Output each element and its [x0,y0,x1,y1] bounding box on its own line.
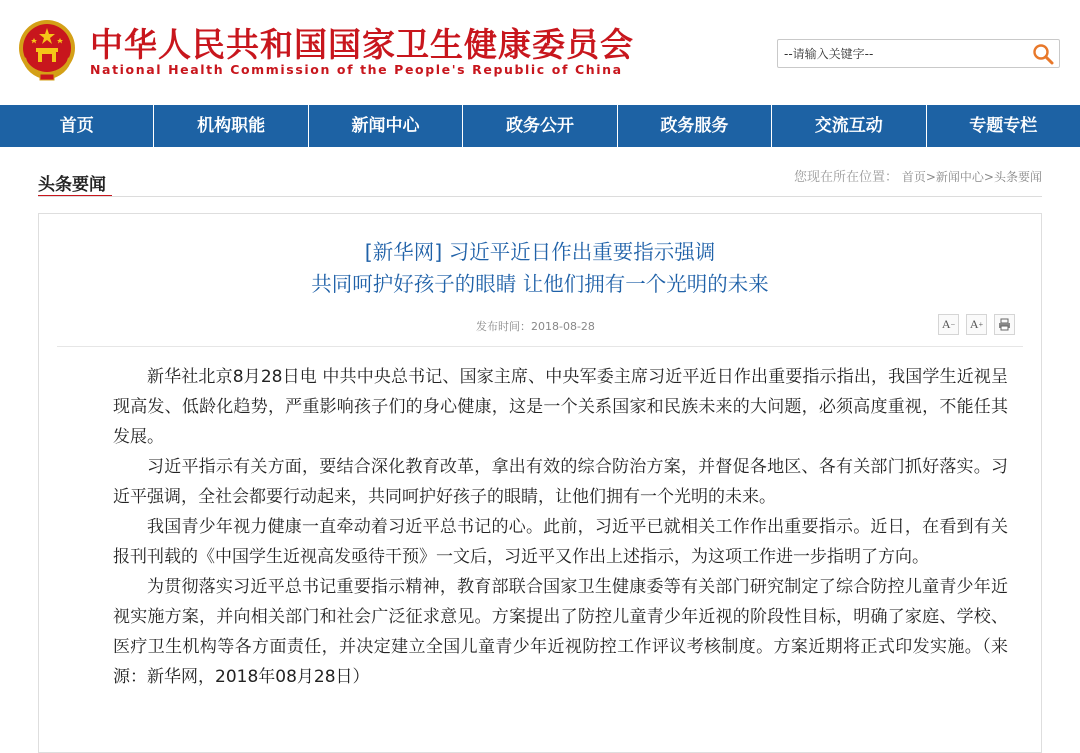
print-button[interactable] [994,314,1015,335]
breadcrumb-path[interactable]: 首页>新闻中心>头条要闻 [901,170,1042,184]
breadcrumb [794,166,1042,185]
nav-item-special-topics[interactable]: 专题专栏 [969,116,1038,136]
font-decrease-label: A [941,317,951,331]
printer-icon [998,318,1011,331]
nav-item-home[interactable]: 首页 [0,105,154,147]
article-panel [38,213,1042,753]
publish-date-label: 发布时间： [476,320,531,333]
article-paragraph: 新华社北京8月28日电 中共中央总书记、国家主席、中央军委主席习近平近日作出重要指示指出，我国学生近视呈现高发、低龄化趋势，严重影响孩子们的身心健康，这是一个关系国家和民族未来的大问题，必须高度重视，不能任其发展。 [113,367,1008,447]
nav-item-gov-services[interactable]: 政务服务 [618,105,772,147]
nav-item-gov-affairs[interactable]: 政务公开 [463,105,617,147]
headline-line-1: [新华网] 习近平近日作出重要指示强调 [364,240,716,264]
section-bar [38,160,1042,194]
section-divider [38,196,1042,197]
article-paragraph: 习近平指示有关方面，要结合深化教育改革，拿出有效的综合防治方案，并督促各地区、各有关部门抓好落实。习近平强调，全社会都要行动起来，共同呵护好孩子的眼睛，让他们拥有一个光明的未来。 [113,457,1008,507]
font-decrease-button[interactable]: A − [938,314,959,335]
article-headline [39,236,1041,300]
search-button[interactable] [1031,42,1055,66]
search-input[interactable] [784,44,1024,63]
breadcrumb-label: 您现在所在位置： [794,170,899,185]
site-header [0,0,1080,105]
publish-date-value: 2018-08-28 [531,320,595,333]
search-box [777,39,1060,68]
nav-item-news[interactable]: 新闻中心 [309,105,463,147]
headline-line-2: 共同呵护好孩子的眼睛 让他们拥有一个光明的未来 [311,272,769,296]
section-title: 头条要闻 [38,175,106,195]
nav-item-organization[interactable]: 机构职能 [154,105,308,147]
site-title-en: National Health Commission of the People's Republic of China [90,62,623,77]
font-increase-label: A [969,317,979,331]
article-body [113,362,1008,692]
site-title-cn: 中华人民共和国国家卫生健康委员会 [90,25,634,64]
font-increase-button[interactable]: A + [966,314,987,335]
national-emblem-icon[interactable] [16,18,78,82]
article-paragraph: 为贯彻落实习近平总书记重要指示精神，教育部联合国家卫生健康委等有关部门研究制定了综合防控儿童青少年近视实施方案，并向相关部门和社会广泛征求意见。方案提出了防控儿童青少年近视的阶段性目标，明确了家庭、学校、医疗卫生机构等各方面责任，并决定建立全国儿童青少年近视防控工作评议考核制度。方案近期将正式印发实施。（来源：新华网，2018年08月28日） [113,577,1008,687]
main-nav [0,105,1080,147]
article-tools [938,314,1015,335]
publish-date [476,318,595,334]
article-paragraph: 我国青少年视力健康一直牵动着习近平总书记的心。此前，习近平已就相关工作作出重要指示。近日，在看到有关报刊刊载的《中国学生近视高发亟待干预》一文后，习近平又作出上述指示，为这项工作进一步指明了方向。 [113,517,1008,567]
nav-item-interaction[interactable]: 交流互动 [772,105,926,147]
meta-divider [57,346,1023,347]
